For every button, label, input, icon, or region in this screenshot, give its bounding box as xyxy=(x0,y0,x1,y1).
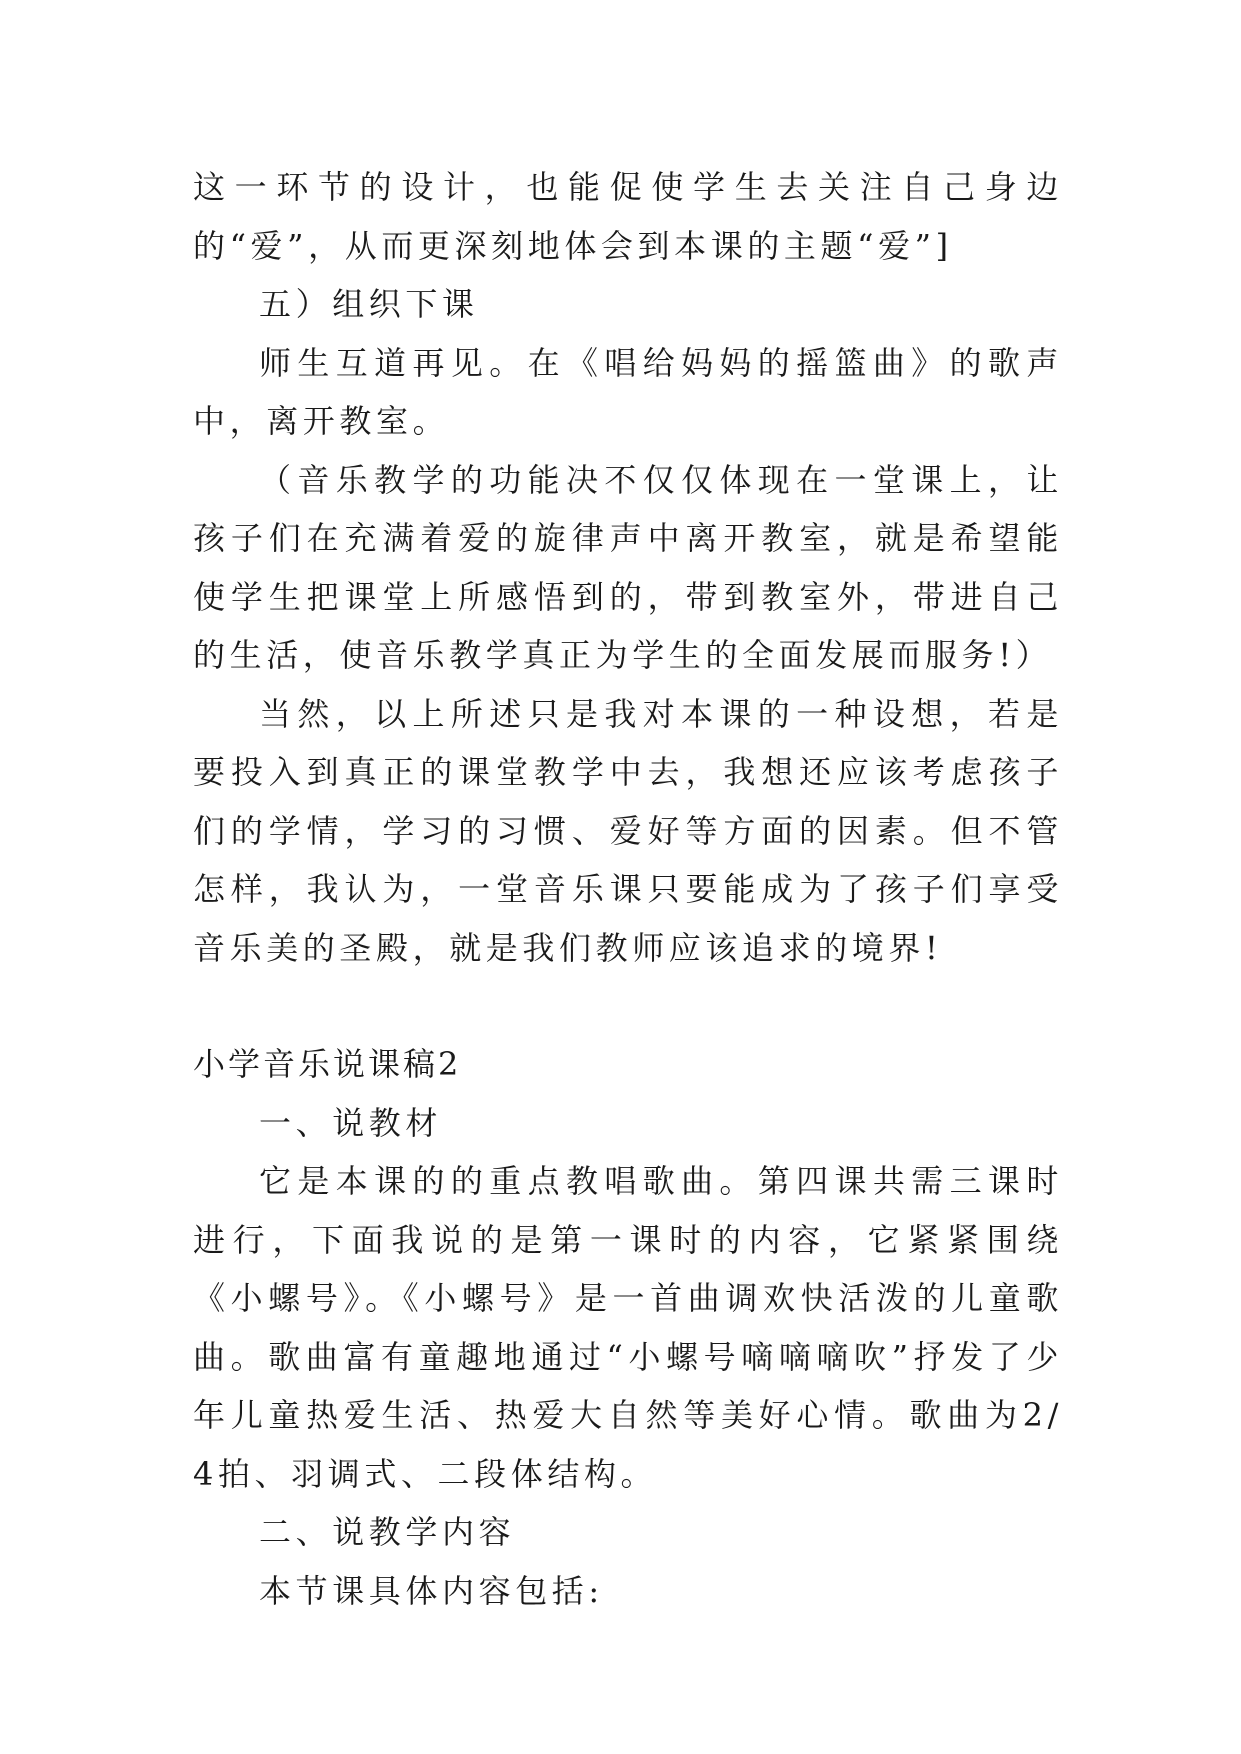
section-title: 小学音乐说课稿2 xyxy=(193,1045,462,1083)
paragraph-content-intro: 本节课具体内容包括: xyxy=(259,1571,604,1610)
paragraph-farewell: 师生互道再见。在《唱给妈妈的摇篮曲》的歌声中，离开教室。 xyxy=(193,343,1063,440)
document-body xyxy=(193,158,1063,1620)
paragraph-teaching-function: （音乐教学的功能决不仅仅体现在一堂课上，让孩子们在充满着爱的旋律声中离开教室，就是希望能使学生把课堂上所感悟到的，带到教室外，带进自己的生活，使音乐教学真正为学生的全面发展而服务!） xyxy=(193,460,1063,674)
paragraph-conclusion: 当然，以上所述只是我对本课的一种设想，若是要投入到真正的课堂教学中去，我想还应该考虑孩子们的学情，学习的习惯、爱好等方面的因素。但不管怎样，我认为，一堂音乐课只要能成为了孩子们享受音乐美的圣殿，就是我们教师应该追求的境界! xyxy=(193,694,1063,967)
paragraph-textbook-description: 它是本课的的重点教唱歌曲。第四课共需三课时进行，下面我说的是第一课时的内容，它紧紧围绕《小螺号》。《小螺号》是一首曲调欢快活泼的儿童歌曲。歌曲富有童趣地通过“小螺号嘀嘀嘀吹”抒发了少年儿童热爱生活、热爱大自然等美好心情。歌曲为2/4拍、羽调式、二段体结构。 xyxy=(193,1162,1063,1493)
paragraph-love-summary: 这一环节的设计，也能促使学生去关注自己身边的“爱”，从而更深刻地体会到本课的主题“爱”] xyxy=(193,168,1063,265)
section-spacer xyxy=(193,977,1063,1035)
heading-dismiss-class: 五）组织下课 xyxy=(259,285,479,323)
heading-textbook: 一、说教材 xyxy=(259,1103,443,1142)
heading-teaching-content: 二、说教学内容 xyxy=(259,1513,516,1551)
